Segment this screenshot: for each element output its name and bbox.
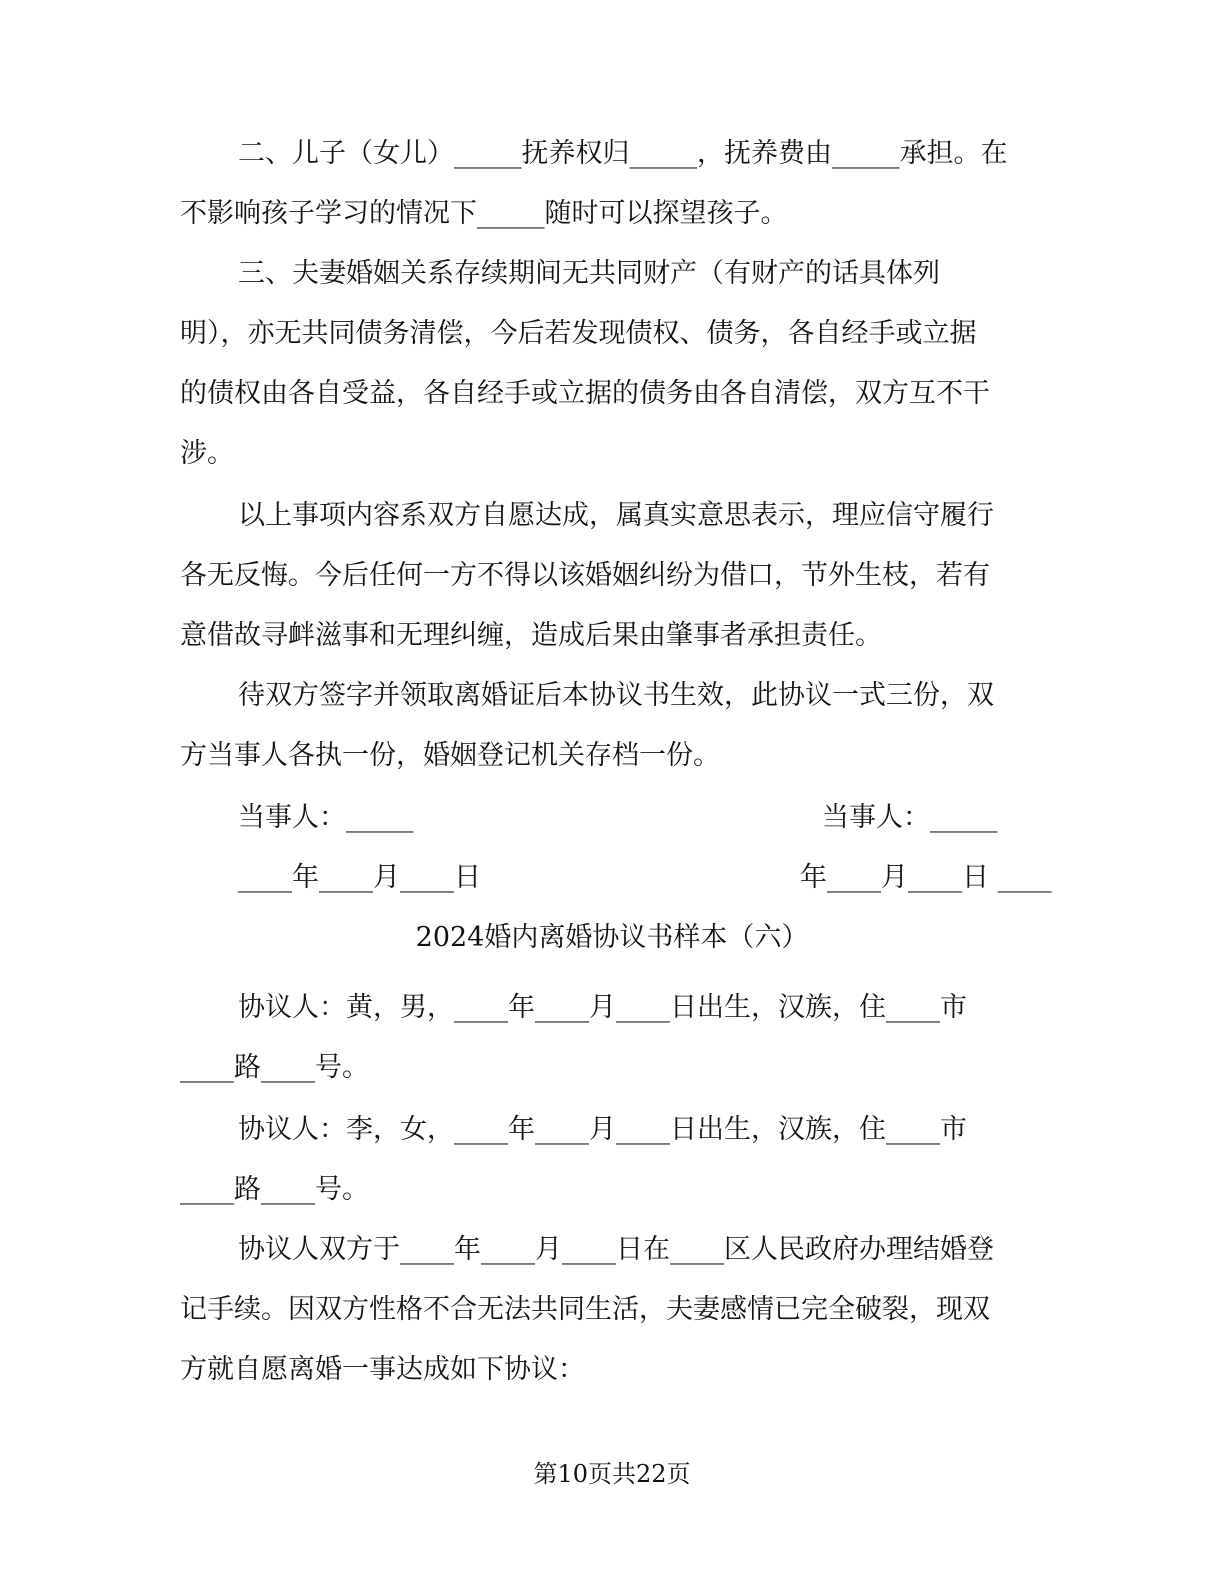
clause-3-line-4: 涉。 xyxy=(180,438,234,469)
clause-3-line-1: 三、夫妻婚姻关系存续期间无共同财产（有财产的话具体列 xyxy=(238,258,940,289)
signature-date-left: ____年____月____日 xyxy=(238,862,481,893)
party-female-line-1: 协议人：李，女，____年____月____日出生，汉族，住____市 xyxy=(238,1114,967,1145)
section-title: 2024婚内离婚协议书样本（六） xyxy=(415,922,809,953)
clause-2-line-1: 二、儿子（女儿）_____抚养权归_____，抚养费由_____承担。在 xyxy=(238,138,1008,169)
effect-para-line-1: 待双方签字并领取离婚证后本协议书生效，此协议一式三份，双 xyxy=(238,680,994,711)
intro-line-3: 方就自愿离婚一事达成如下协议： xyxy=(180,1354,585,1385)
clause-3-line-3: 的债权由各自受益，各自经手或立据的债务由各自清偿，双方互不干 xyxy=(180,378,990,409)
voluntary-para-line-2: 各无反悔。今后任何一方不得以该婚姻纠纷为借口，节外生枝，若有 xyxy=(180,560,990,591)
clause-3-line-2: 明），亦无共同债务清偿，今后若发现债权、债务，各自经手或立据 xyxy=(180,318,977,349)
party-male-line-2: ____路____号。 xyxy=(180,1052,369,1083)
signature-party-left: 当事人：_____ xyxy=(238,802,414,833)
signature-date-right: 年____月____日 ____ xyxy=(800,862,1052,893)
signature-party-right: 当事人：_____ xyxy=(822,802,998,833)
page-number-footer: 第10页共22页 xyxy=(533,1460,691,1488)
intro-line-1: 协议人双方于____年____月____日在____区人民政府办理结婚登 xyxy=(238,1234,994,1265)
clause-2-line-2: 不影响孩子学习的情况下_____随时可以探望孩子。 xyxy=(180,198,788,229)
intro-line-2: 记手续。因双方性格不合无法共同生活，夫妻感情已完全破裂，现双 xyxy=(180,1294,990,1325)
party-female-line-2: ____路____号。 xyxy=(180,1174,369,1205)
effect-para-line-2: 方当事人各执一份，婚姻登记机关存档一份。 xyxy=(180,740,720,771)
voluntary-para-line-3: 意借故寻衅滋事和无理纠缠，造成后果由肇事者承担责任。 xyxy=(180,620,882,651)
party-male-line-1: 协议人：黄，男，____年____月____日出生，汉族，住____市 xyxy=(238,992,967,1023)
voluntary-para-line-1: 以上事项内容系双方自愿达成，属真实意思表示，理应信守履行 xyxy=(238,500,994,531)
